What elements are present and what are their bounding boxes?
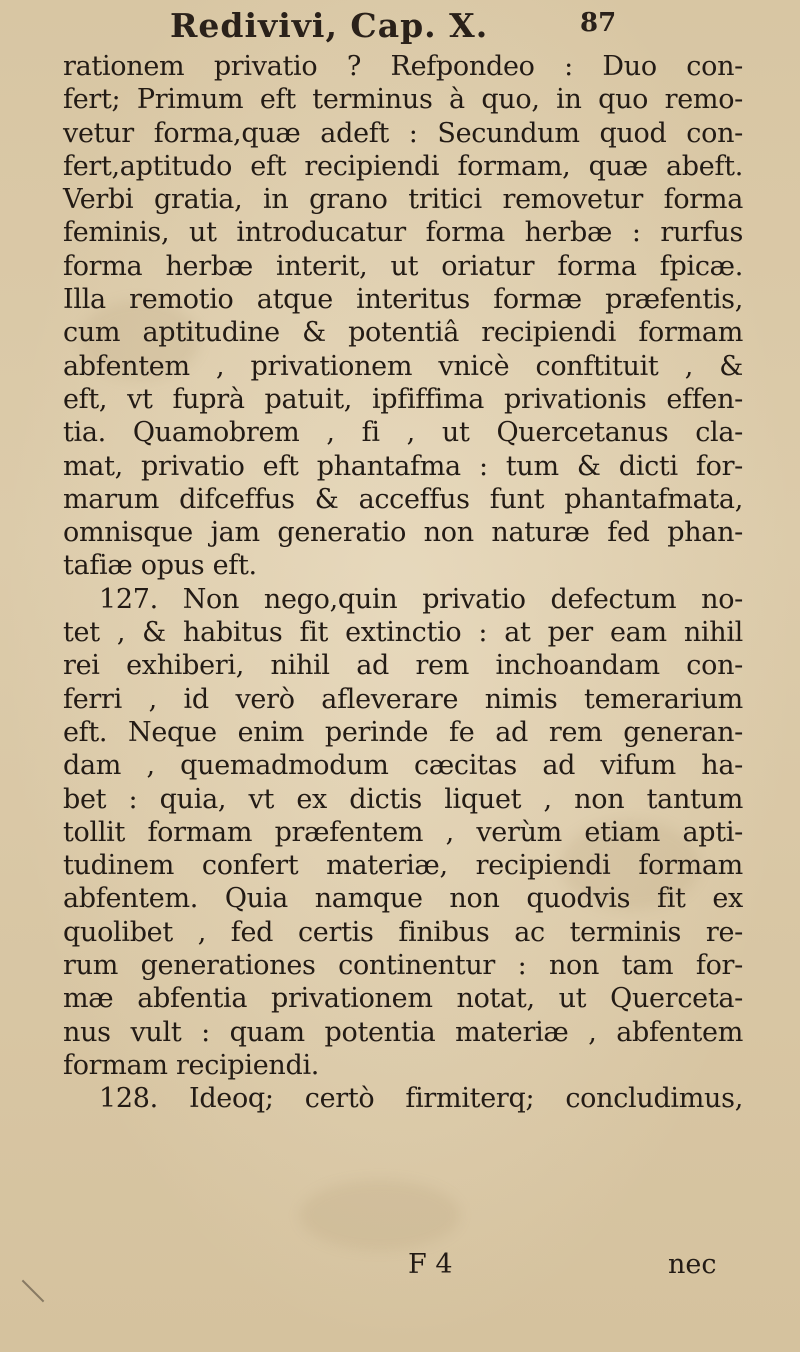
paper-stain: [300, 1180, 460, 1250]
text-line: rum generationes continentur : non tam for-: [63, 950, 743, 982]
text-line: tudinem confert materiæ, recipiendi formam: [63, 850, 743, 882]
text-line: Illa remotio atque interitus formæ præfentis,: [63, 284, 743, 316]
text-line: bet : quia, vt ex dictis liquet , non tantum: [63, 783, 743, 815]
text-line: 127. Non nego,quin privatio defectum no-: [99, 583, 743, 615]
text-line: formam recipiendi.: [63, 1049, 320, 1081]
running-head: Redivivi, Cap. X.: [170, 6, 489, 45]
page-header: [110, 6, 750, 46]
text-line: forma herbæ interit, ut oriatur forma fpicæ.: [63, 250, 743, 282]
text-line: eft, vt fuprà patuit, ipfiffima privationis effen-: [63, 383, 743, 415]
text-line: fert; Primum eft terminus à quo, in quo remo-: [63, 84, 743, 116]
text-line: quolibet , fed certis finibus ac terminis re-: [63, 916, 743, 948]
text-line: Verbi gratia, in grano tritici removetur forma: [63, 184, 743, 216]
text-line: cum aptitudine & potentiâ recipiendi formam: [63, 317, 743, 349]
text-line: tet , & habitus fit extinctio : at per eam nihil: [63, 617, 743, 649]
text-line: omnisque jam generatio non naturæ fed phan-: [63, 517, 743, 549]
text-line: dam , quemadmodum cæcitas ad vifum ha-: [63, 750, 743, 782]
signature-mark: F 4: [408, 1249, 453, 1280]
text-line: rei exhiberi, nihil ad rem inchoandam con-: [63, 650, 743, 682]
text-line: abfentem , privationem vnicè conftituit , &: [63, 350, 743, 382]
text-line: mat, privatio eft phantafma : tum & dicti for-: [63, 450, 743, 482]
catchword: nec: [668, 1249, 717, 1280]
text-line: tollit formam præfentem , verùm etiam apti-: [63, 816, 743, 848]
page-number: 87: [580, 8, 617, 38]
text-line: feminis, ut introducatur forma herbæ : rurfus: [63, 217, 743, 249]
text-line: vetur forma,quæ adeft : Secundum quod con-: [63, 117, 743, 149]
text-line: nus vult : quam potentia materiæ , abfentem: [63, 1016, 743, 1048]
page-footer: [0, 1249, 800, 1289]
text-line: tia. Quamobrem , fi , ut Quercetanus cla-: [63, 417, 743, 449]
text-line: ferri , id verò afleverare nimis temerarium: [63, 683, 743, 715]
text-line: eft. Neque enim perinde fe ad rem generan-: [63, 716, 743, 748]
text-line: abfentem. Quia namque non quodvis fit ex: [63, 883, 743, 915]
text-line: 128. Ideoq; certò firmiterq; concludimus,: [99, 1083, 743, 1115]
text-line: mæ abfentia privationem notat, ut Querceta-: [63, 983, 743, 1015]
text-line: tafiæ opus eft.: [63, 550, 257, 582]
text-line: fert,aptitudo eft recipiendi formam, quæ abeft.: [63, 150, 743, 182]
text-line: marum difceffus & acceffus funt phantafmata,: [63, 483, 743, 515]
body-text: [63, 50, 743, 1116]
text-line: rationem privatio ? Refpondeo : Duo con-: [63, 51, 743, 82]
